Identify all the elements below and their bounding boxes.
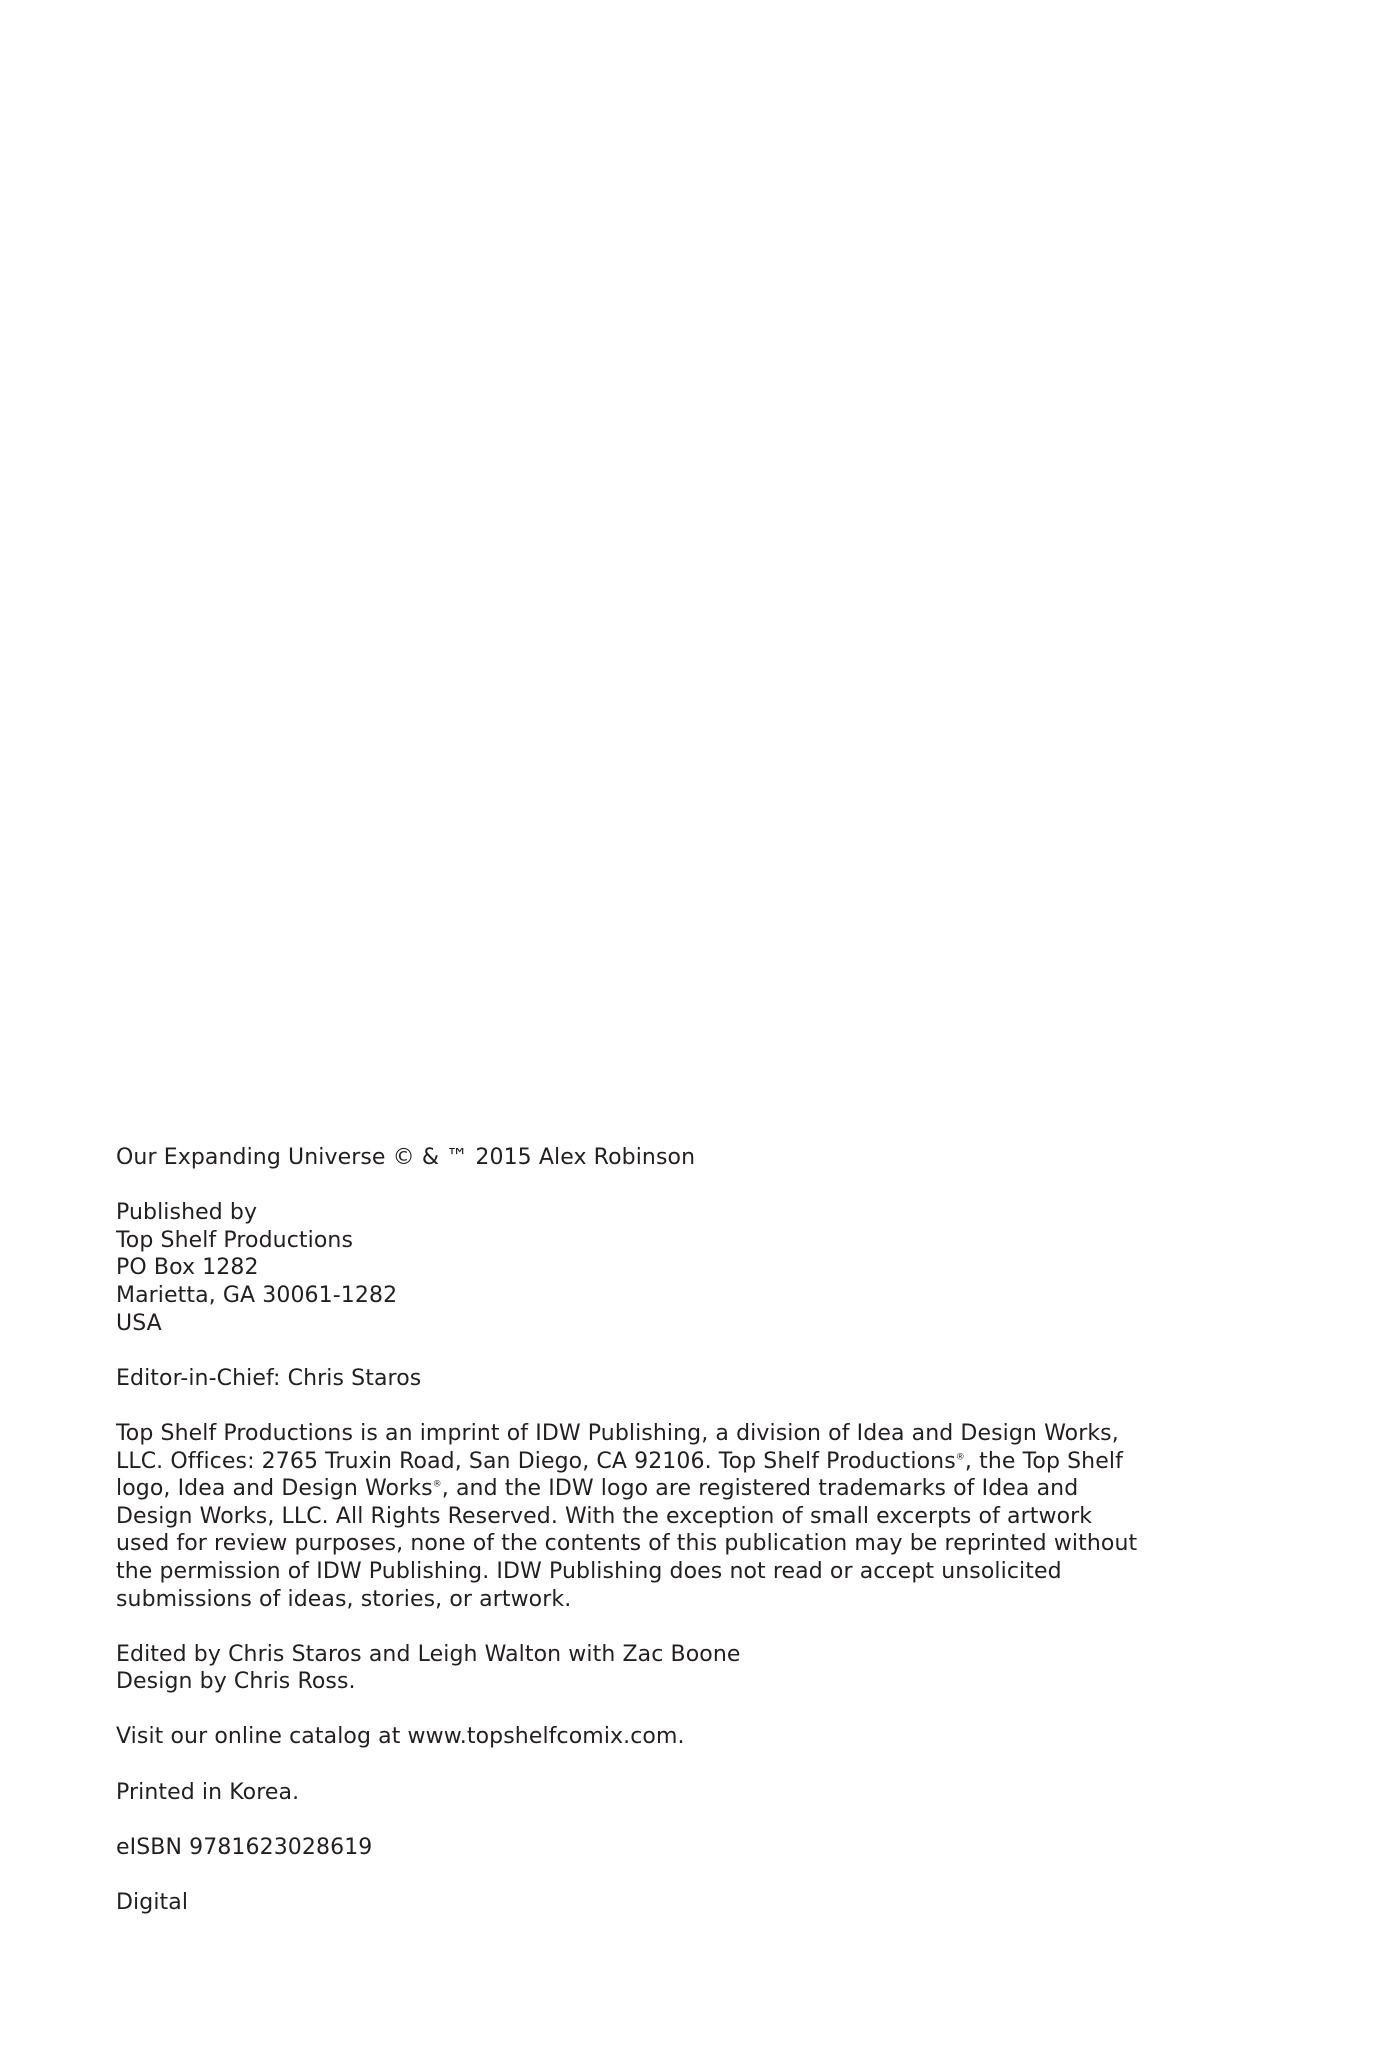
edited-by: Edited by Chris Staros and Leigh Walton with Zac Boone [116,1641,741,1667]
legal-line: Design Works, LLC. All Rights Reserved. With the exception of small excerpts of artwork [116,1503,1093,1529]
printed-block [116,1779,1186,1807]
legal-line: Top Shelf Productions is an imprint of IDW Publishing, a division of Idea and Design Works, [116,1420,1119,1446]
publisher-po-box: PO Box 1282 [116,1255,259,1281]
publisher-country: USA [116,1310,162,1336]
editor-in-chief: Editor-in-Chief: Chris Staros [116,1365,422,1391]
publisher-city: Marietta, GA 30061-1282 [116,1282,398,1308]
publisher-name: Top Shelf Productions [116,1227,354,1253]
published-by-label: Published by [116,1200,258,1226]
legal-line: submissions of ideas, stories, or artwork. [116,1586,572,1612]
edition-format: Digital [116,1890,189,1916]
catalog-block [116,1723,1186,1751]
editor-block [116,1365,1186,1393]
credits-block [116,1641,1186,1696]
legal-line: logo, Idea and Design Works®, and the IDW logo are registered trademarks of Idea and [116,1476,1079,1502]
legal-line: the permission of IDW Publishing. IDW Publishing does not read or accept unsolicited [116,1558,1062,1584]
legal-line: used for review purposes, none of the contents of this publication may be reprinted without [116,1531,1138,1557]
format-block [116,1889,1186,1917]
copyright-notice: Our Expanding Universe © & ™ 2015 Alex Robinson [116,1145,696,1170]
isbn-block [116,1834,1186,1862]
design-by: Design by Chris Ross. [116,1669,356,1695]
eisbn: eISBN 9781623028619 [116,1834,373,1860]
legal-block [116,1420,1186,1613]
online-catalog: Visit our online catalog at www.topshelfcomix.com. [116,1724,685,1750]
colophon [116,1144,1186,1944]
publisher-block [116,1199,1186,1337]
legal-line: LLC. Offices: 2765 Truxin Road, San Diego, CA 92106. Top Shelf Productions®, the Top Shelf [116,1448,1123,1474]
copyright-block [116,1144,1186,1172]
printed-in: Printed in Korea. [116,1779,300,1805]
